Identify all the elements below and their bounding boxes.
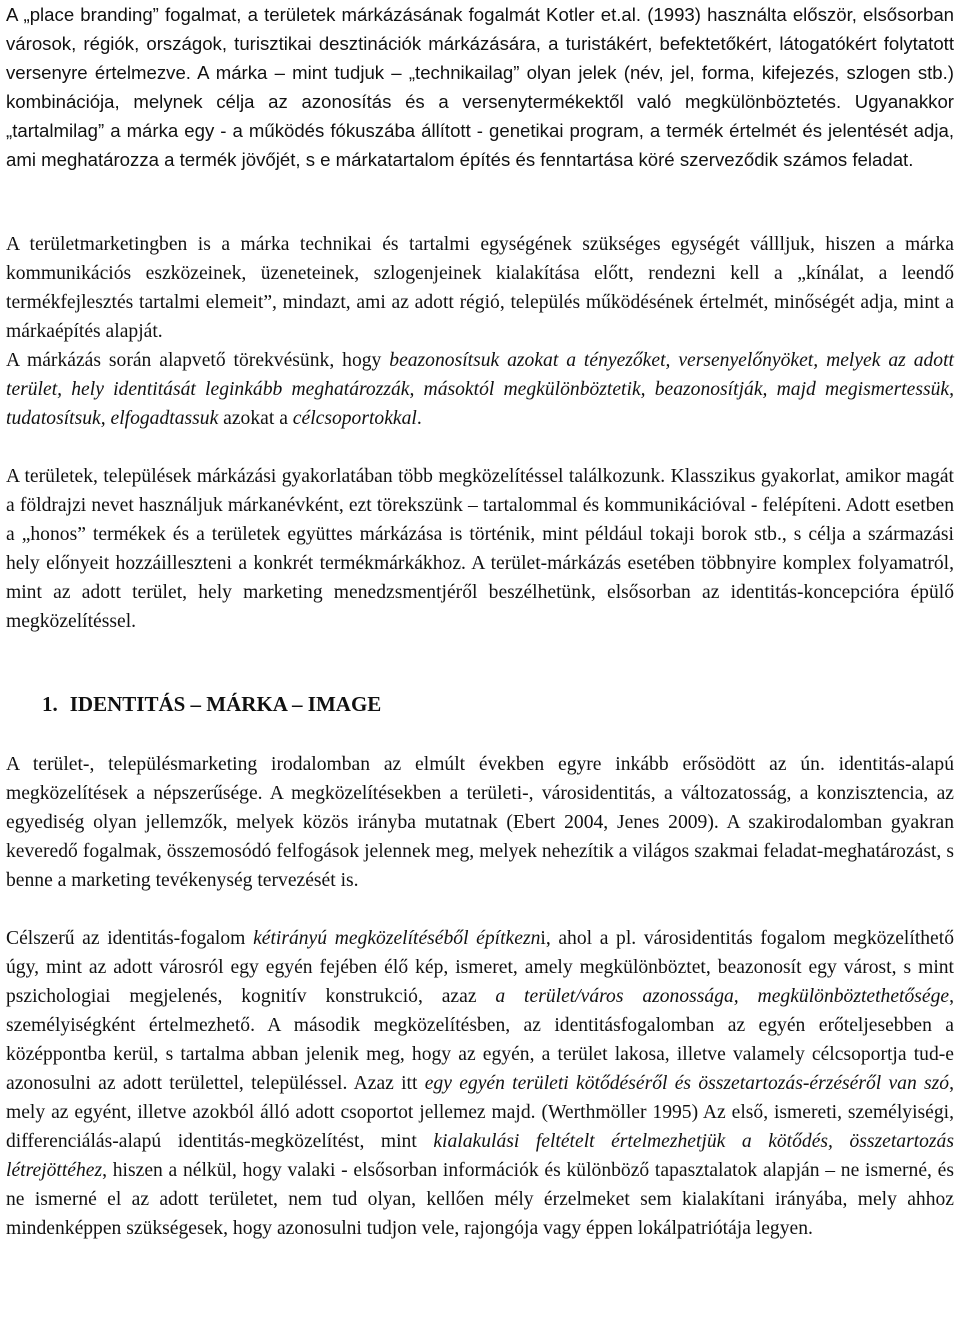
section-title: IDENTITÁS – MÁRKA – IMAGE (69, 692, 382, 716)
text-segment: , hiszen a nélkül, hogy valaki - elsősorban információk és különböző tapasztalatok alapján – ne ismerné, és ne ismerné el az adott területet, nem tud olyan, kellően mély érzelmeket sem kialakítani irányába, mely ahhoz mindenképpen szükségesek, hogy azonosulni tudjon vele, rajongója vagy éppen lokálpatriótája legyen. (6, 1160, 954, 1239)
paragraph-branding-aim (6, 346, 954, 433)
section-heading (42, 692, 381, 717)
text-segment: , mely az egyént, illetve azokból álló adott csoportot jellemez majd. (Werthmöller 1995) Az első, ismereti, személyiségi, differenciálás-alapú identitás-megközelítést, mint (6, 1073, 954, 1152)
paragraph-approaches: A területek, települések márkázási gyakorlatában több megközelítéssel találkozunk. Klasszikus gyakorlat, amikor magát a földrajzi nevet használjuk márkanévként, ezt törekszünk – tartalommal és kommunikációval - felépíteni. Adott esetben a „honos” termékek és a területek együttes márkázása is történik, mint például tokaji borok stb., s célja a származási hely előnyeit hozzáilleszteni a konkrét termékmárkákhoz. A terület-márkázás esetében többnyire komplex folyamatról, mint az adott terület, hely marketing menedzsmentjéről beszélhetünk, elsősorban az identitás-koncepcióra épülő megközelítéssel. (6, 466, 954, 632)
text-segment: azokat a (218, 408, 293, 429)
text-segment: , személyiségként értelmezhető. A második megközelítésben, az identitásfogalomban az egyén erőteljesebben a középpontba kerül, s tartalma abban jelenik meg, hogy az egyén, a terület lakosa, illetve valamely célcsoportja tud-e azonosulni az adott területtel, településsel. Azaz itt (6, 986, 954, 1094)
text-segment: Célszerű az identitás-fogalom (6, 928, 254, 949)
text-segment: A márkázás során alapvető törekvésünk, hogy (6, 350, 390, 371)
italic-segment: célcsoportokkal (292, 408, 417, 429)
text-segment: . (416, 408, 422, 429)
paragraph-territorial-marketing: A területmarketingben is a márka technikai és tartalmi egységének szükséges egységét vállljuk, hiszen a márka kommunikációs eszközeinek, üzeneteinek, szlogenjeinek kialakítása előtt, rendezni kell a „kínálat, a leendő termékfejlesztés tartalmi elemeit”, mindazt, ami az adott régió, település működésének értelmét, minőségét adja, mint a márkaépítés alapját. (6, 234, 954, 342)
italic-segment: kétirányú megközelítéséből építkezn (253, 928, 541, 949)
paragraph-identity-concept (6, 924, 954, 1243)
italic-segment: kialakulási feltételt értelmezhetjük a kötődés, összetartozás létrejöttéhez (6, 1131, 954, 1181)
paragraph-identity-based: A terület-, településmarketing irodalomban az elmúlt években egyre inkább erősödött az ún. identitás-alapú megközelítések a népszerűsége. A megközelítésekben a területi-, városidentitás, a változatosság, a konzisztencia, az egyediség olyan jellemzők, melyek közös irányba mutatnak (Ebert 2004, Jenes 2009). A szakirodalomban gyakran keveredő fogalmak, összemosódó felfogások jelennek meg, melyek nehezítik a világos szakmai feladat-meghatározást, s benne a marketing tevékenység tervezését is. (6, 754, 954, 891)
italic-segment: a terület/város azonossága, megkülönböztethetősége (495, 986, 950, 1007)
italic-segment: egy egyén területi kötődéséről és összetartozás-érzéséről van szó (424, 1073, 950, 1094)
section-number: 1. (42, 692, 58, 716)
text-segment: i, ahol a pl. városidentitás fogalom megközelíthető úgy, mint az adott városról egy egyén fejében élő kép, ismeret, amely megkülönböztet, beazonosít egy várost, s mint pszichologiai megjelenés, kognitív konstrukció, azaz (6, 928, 954, 1007)
italic-segment: beazonosítsuk azokat a tényezőket, versenyelőnyöket, melyek az adott terület, hely identitását leginkább meghatározzák, másoktól megkülönböztetik, beazonosítják, majd megismertessük, tudatosítsuk, elfogadtassuk (6, 350, 954, 429)
paragraph-place-branding: A „place branding” fogalmat, a területek márkázásának fogalmát Kotler et.al. (1993) használta először, elsősorban városok, régiók, országok, turisztikai desztinációk márkázására, a turistákért, befektetőkért, látogatókért folytatott versenyre értelmezve. A márka – mint tudjuk – „technikailag” olyan jelek (név, jel, forma, kifejezés, szlogen stb.) kombinációja, melynek célja az azonosítás és a versenytermékektől való megkülönböztetés. Ugyanakkor „tartalmilag” a márka egy - a működés fókuszába állított - genetikai program, a termék értelmét és jelentését adja, ami meghatározza a termék jövőjét, s e márkatartalom építés és fenntartása köré szerveződik számos feladat. (6, 4, 954, 170)
